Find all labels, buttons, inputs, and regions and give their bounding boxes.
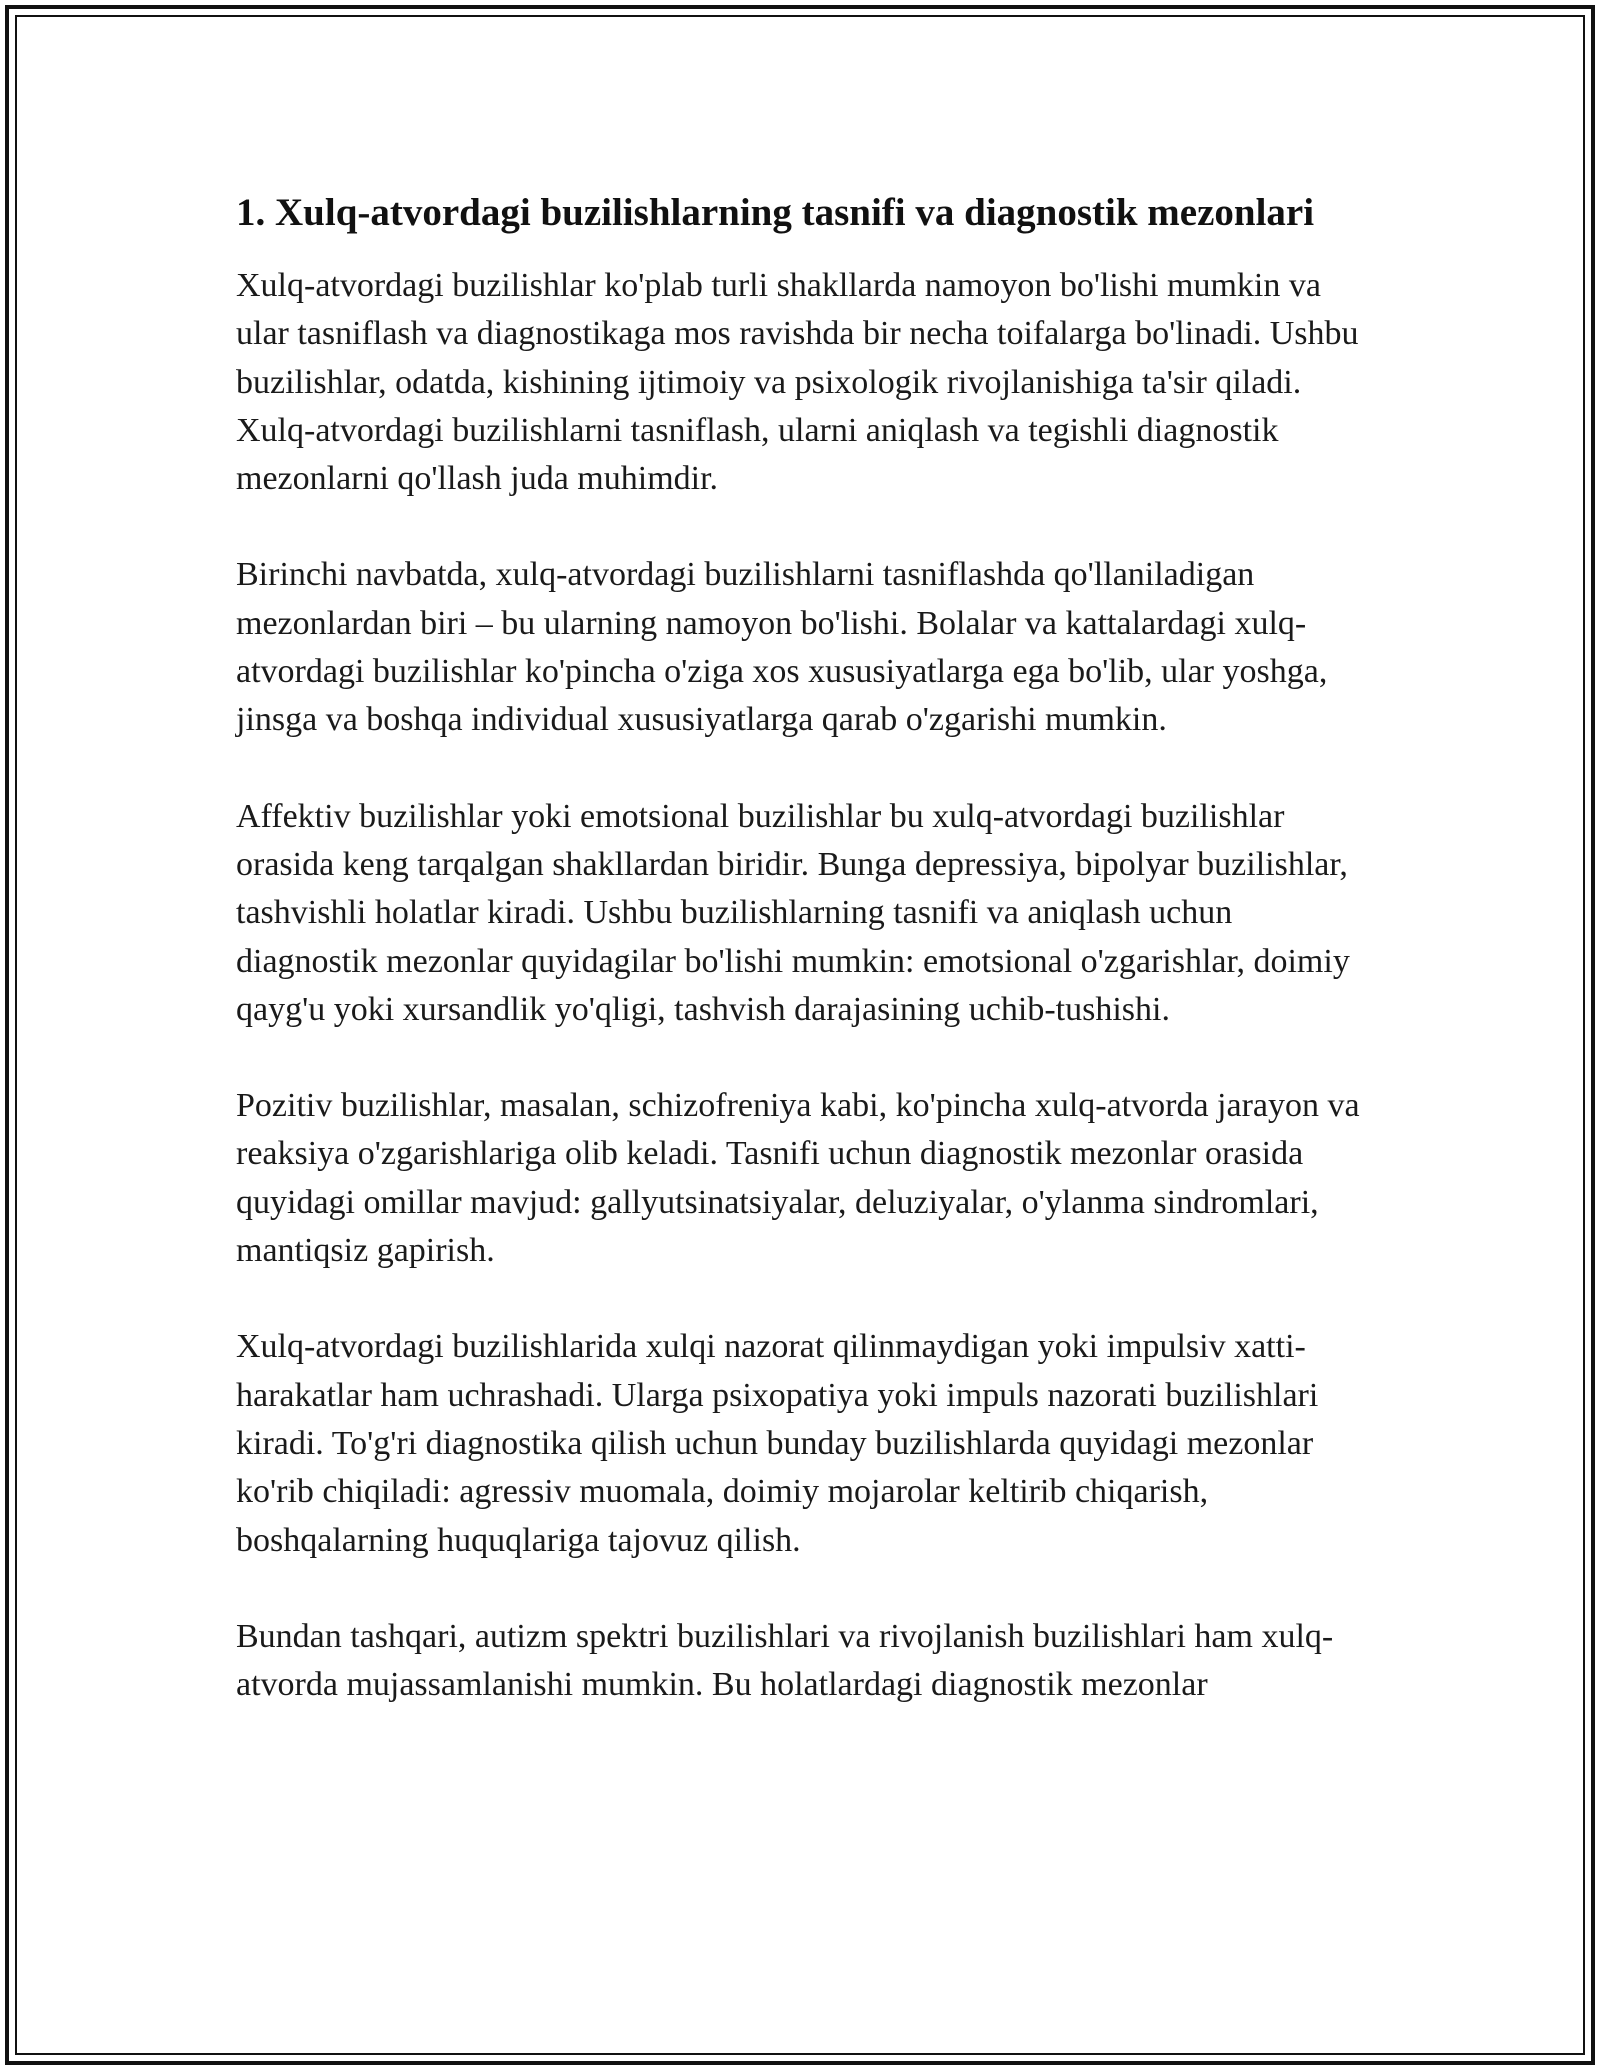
document-page bbox=[236, 186, 1366, 1757]
section-heading: 1. Xulq-atvordagi buzilishlarning tasnifi va diagnostik mezonlari bbox=[236, 191, 1315, 234]
paragraph-1: Xulq-atvordagi buzilishlar ko'plab turli shakllarda namoyon bo'lishi mumkin va ular tasniflash va diagnostikaga mos ravishda bir necha toifalarga bo'linadi. Ushbu buzilishlar, odatda, kishining ijtimoiy va psixologik rivojlanishiga ta'sir qiladi. Xulq-atvordagi buzilishlarni tasniflash, ularni aniqlash va tegishli diagnostik mezonlarni qo'llash juda muhimdir. bbox=[236, 267, 1359, 498]
paragraph-3: Affektiv buzilishlar yoki emotsional buzilishlar bu xulq-atvordagi buzilishlar orasida keng tarqalgan shakllardan biridir. Bunga depressiya, bipolyar buzilishlar, tashvishli holatlar kiradi. Ushbu buzilishlarning tasnifi va aniqlash uchun diagnostik mezonlar quyidagilar bo'lishi mumkin: emotsional o'zgarishlar, doimiy qayg'u yoki xursandlik yo'qligi, tashvish darajasining uchib-tushishi. bbox=[236, 797, 1350, 1028]
paragraph-5: Xulq-atvordagi buzilishlarida xulqi nazorat qilinmaydigan yoki impulsiv xatti-harakatlar ham uchrashadi. Ularga psixopatiya yoki impuls nazorati buzilishlari kiradi. To'g'ri diagnostika qilish uchun bunday buzilishlarda quyidagi mezonlar ko'rib chiqiladi: agressiv muomala, doimiy mojarolar keltirib chiqarish, boshqalarning huquqlariga tajovuz qilish. bbox=[236, 1328, 1319, 1559]
paragraph-2: Birinchi navbatda, xulq-atvordagi buzilishlarni tasniflashda qo'llaniladigan mezonlardan biri – bu ularning namoyon bo'lishi. Bolalar va kattalardagi xulq-atvordagi buzilishlar ko'pincha o'ziga xos xususiyatlarga ega bo'lib, ular yoshga, jinsga va boshqa individual xususiyatlarga qarab o'zgarishi mumkin. bbox=[236, 556, 1328, 739]
paragraph-6: Bundan tashqari, autizm spektri buzilishlari va rivojlanish buzilishlari ham xulq-atvorda mujassamlanishi mumkin. Bu holatlardagi diagnostik mezonlar bbox=[236, 1617, 1334, 1704]
paragraph-4: Pozitiv buzilishlar, masalan, schizofreniya kabi, ko'pincha xulq-atvorda jarayon va reaksiya o'zgarishlariga olib keladi. Tasnifi uchun diagnostik mezonlar orasida quyidagi omillar mavjud: gallyutsinatsiyalar, deluziyalar, o'ylanma sindromlari, mantiqsiz gapirish. bbox=[236, 1087, 1360, 1270]
